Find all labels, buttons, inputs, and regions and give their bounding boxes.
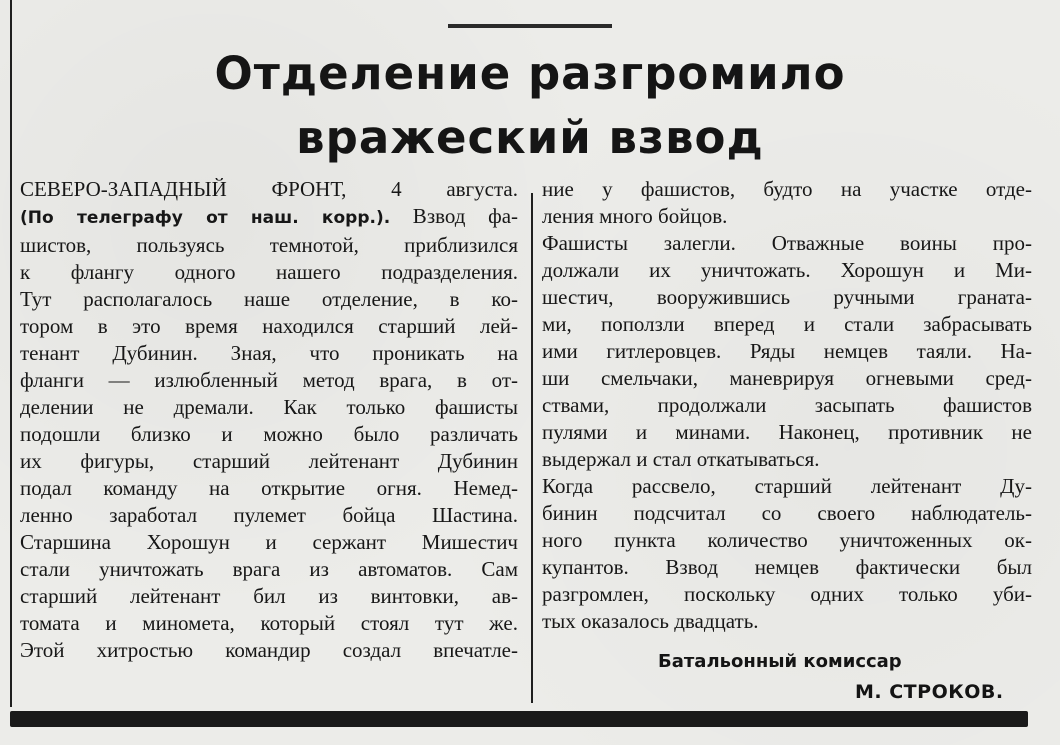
article-line: старший лейтенант бил из винтовки, ав- [20, 584, 518, 608]
article-line: ления много бойцов. [542, 204, 728, 228]
headline-line-1: Отделение разгромило [214, 47, 846, 100]
article-line: бинин подсчитал со своего наблюдатель- [542, 501, 1032, 525]
article-column-left [20, 176, 518, 664]
article-line: Когда рассвело, старший лейтенант Ду- [542, 474, 1032, 498]
article-line: пулями и минами. Наконец, противник не [542, 420, 1032, 444]
article-line: ленно заработал пулемет бойца Шастина. [20, 503, 518, 527]
author-rank: Батальонный комиссар [658, 651, 902, 672]
article-line: Фашисты залегли. Отважные воины про- [542, 231, 1032, 255]
article-line: СЕВЕРО-ЗАПАДНЫЙ ФРОНТ, 4 августа. [20, 177, 518, 201]
author-name: М. СТРОКОВ. [855, 681, 1004, 703]
bottom-separator-rule [10, 711, 1028, 727]
article-line: выдержал и стал откатываться. [542, 447, 820, 471]
article-line: стали уничтожать врага из автоматов. Сам [20, 557, 518, 581]
article-line: тенант Дубинин. Зная, что проникать на [20, 341, 518, 365]
article-line: их фигуры, старший лейтенант Дубинин [20, 449, 518, 473]
left-border-rule [10, 0, 12, 707]
article-line: подошли близко и можно было различать [20, 422, 518, 446]
source-credit: (По телеграфу от наш. корр.). [20, 208, 391, 228]
article-headline [165, 42, 895, 170]
article-column-right [542, 176, 1032, 635]
article-line: должали их уничтожать. Хорошун и Ми- [542, 258, 1032, 282]
article-line: шистов, пользуясь темнотой, приблизился [20, 233, 518, 257]
article-line: тых оказалось двадцать. [542, 609, 759, 633]
article-line: разгромлен, поскольку одних только уби- [542, 582, 1032, 606]
headline-line-2: вражеский взвод [296, 111, 764, 164]
article-line: шестич, вооружившись ручными граната- [542, 285, 1032, 309]
article-line: Этой хитростью командир создал впечатле- [20, 638, 518, 662]
article-line: ствами, продолжали засыпать фашистов [542, 393, 1032, 417]
article-line: ми, поползли вперед и стали забрасывать [542, 312, 1032, 336]
article-line-text: Взвод фа- [390, 204, 519, 228]
article-line [20, 203, 518, 232]
top-separator-rule [448, 24, 612, 28]
article-line: томата и миномета, который стоял тут же. [20, 611, 518, 635]
article-line: Тут располагалось наше отделение, в ко- [20, 287, 518, 311]
article-line: ного пункта количество уничтоженных ок- [542, 528, 1032, 552]
article-line: ши смельчаки, маневрируя огневыми сред- [542, 366, 1032, 390]
article-line: ими гитлеровцев. Ряды немцев таяли. На- [542, 339, 1032, 363]
article-line: Старшина Хорошун и сержант Мишестич [20, 530, 518, 554]
column-divider [531, 193, 533, 703]
article-line: ние у фашистов, будто на участке отде- [542, 177, 1032, 201]
article-line: подал команду на открытие огня. Немед- [20, 476, 518, 500]
article-line: тором в это время находился старший лей- [20, 314, 518, 338]
article-line: купантов. Взвод немцев фактически был [542, 555, 1032, 579]
article-line: делении не дремали. Как только фашисты [20, 395, 518, 419]
article-line: к флангу одного нашего подразделения. [20, 260, 518, 284]
article-line: фланги — излюбленный метод врага, в от- [20, 368, 518, 392]
